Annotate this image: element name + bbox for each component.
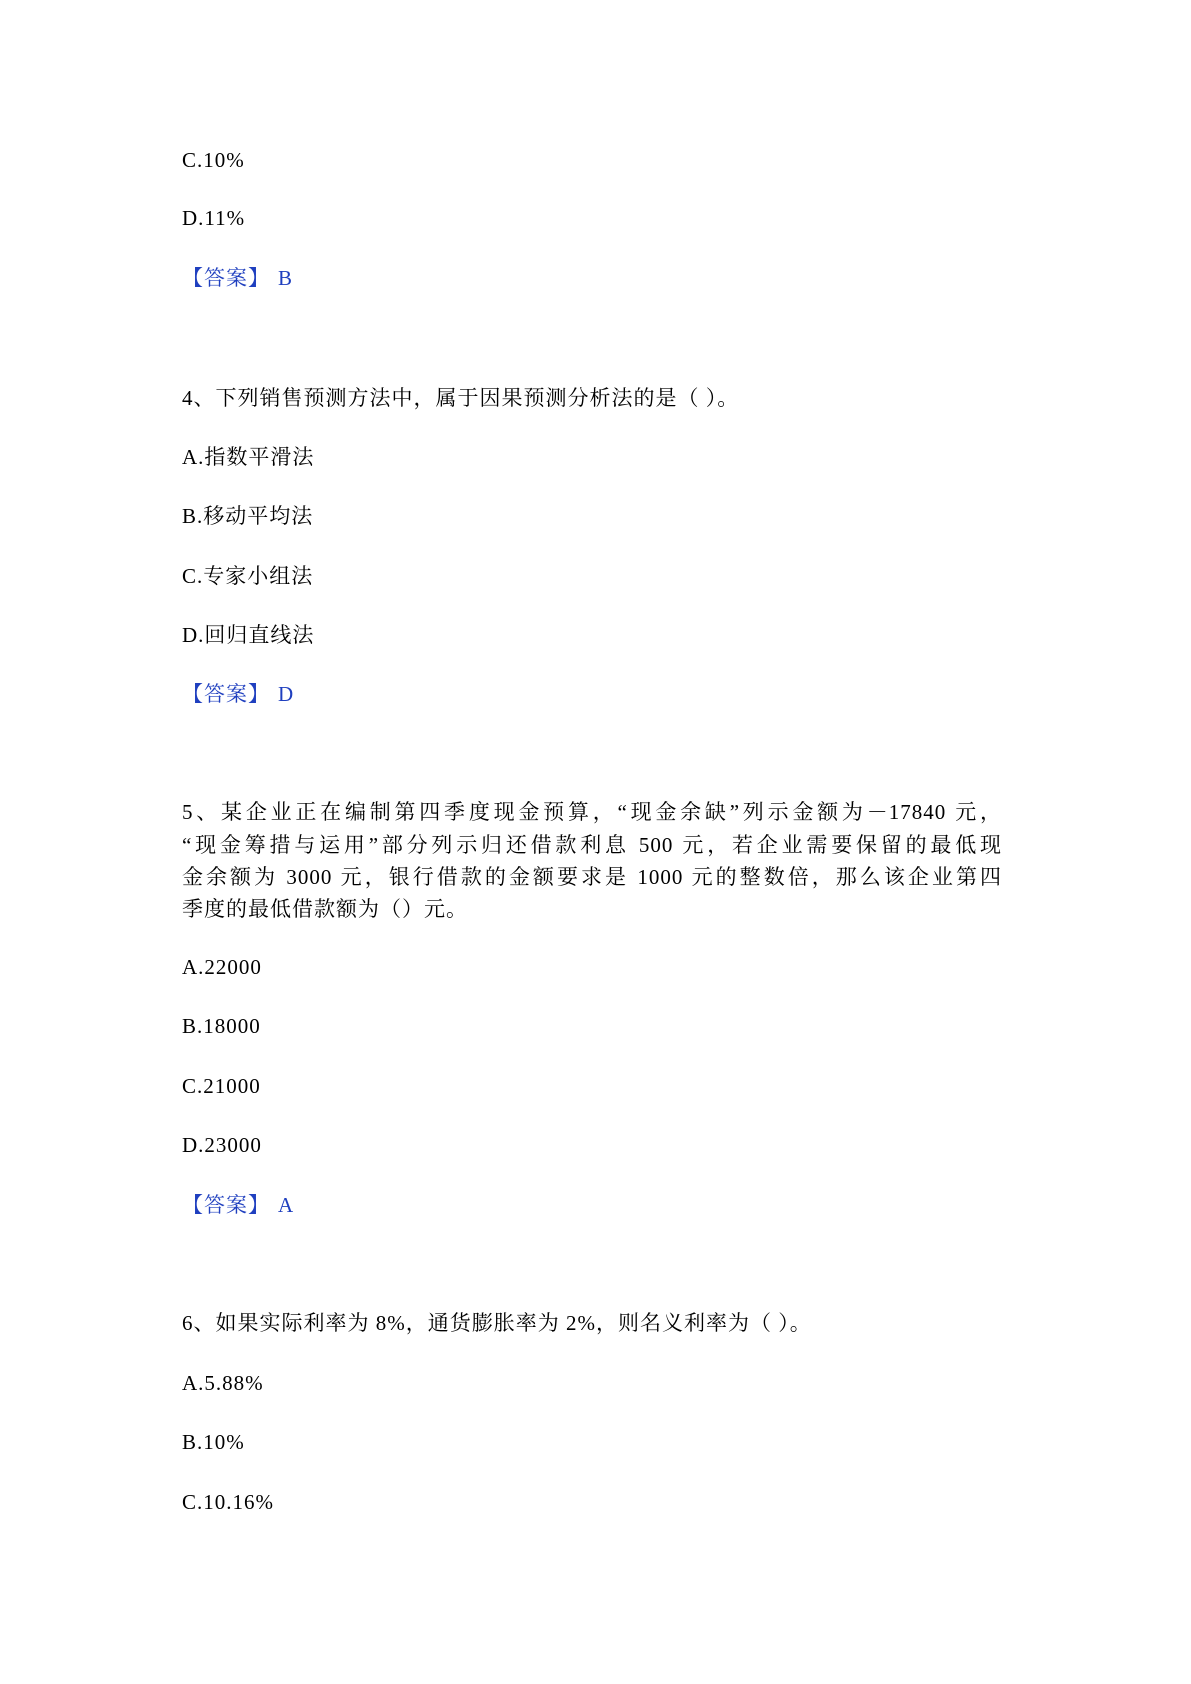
q5-stem-line: 金余额为 3000 元，银行借款的金额要求是 1000 元的整数倍，那么该企业第四 (182, 865, 1002, 889)
q3-option-c: C.10% (182, 148, 245, 172)
answer-value: A (278, 1193, 295, 1217)
q3-option-d: D.11% (182, 206, 246, 230)
q5-option-d: D.23000 (182, 1133, 262, 1157)
q5-answer-line (182, 1190, 294, 1220)
q6-stem: 6、如果实际利率为 8%，通货膨胀率为 2%，则名义利率为（ ）。 (182, 1311, 812, 1335)
answer-label: 【答案】 (182, 1193, 270, 1217)
q6-option-c: C.10.16% (182, 1490, 274, 1514)
q4-option-c: C.专家小组法 (182, 564, 314, 588)
q4-option-a: A.指数平滑法 (182, 445, 315, 469)
q5-option-c: C.21000 (182, 1074, 261, 1098)
q5-stem-line: “现金筹措与运用”部分列示归还借款利息 500 元，若企业需要保留的最低现 (182, 833, 1002, 857)
q4-stem: 4、下列销售预测方法中，属于因果预测分析法的是（ ）。 (182, 386, 740, 410)
answer-value: D (278, 682, 295, 706)
q6-option-b: B.10% (182, 1430, 245, 1454)
q5-option-a: A.22000 (182, 955, 262, 979)
q5-stem-line: 季度的最低借款额为（）元。 (182, 897, 468, 921)
q5-option-b: B.18000 (182, 1014, 261, 1038)
q4-answer-line (182, 679, 294, 709)
answer-value: B (278, 266, 294, 290)
answer-label: 【答案】 (182, 682, 270, 706)
q3-answer-line (182, 263, 293, 293)
q4-option-d: D.回归直线法 (182, 623, 315, 647)
q4-option-b: B.移动平均法 (182, 504, 314, 528)
answer-label: 【答案】 (182, 266, 270, 290)
q6-option-a: A.5.88% (182, 1371, 264, 1395)
q5-stem-line: 5、某企业正在编制第四季度现金预算，“现金余缺”列示金额为－17840 元， (182, 800, 1002, 824)
